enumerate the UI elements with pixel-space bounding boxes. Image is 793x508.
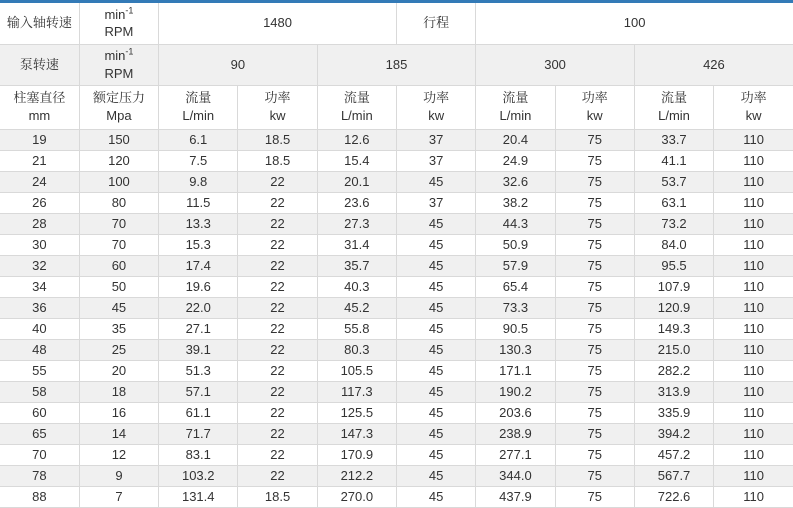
table-cell: 75 [555, 129, 634, 150]
table-cell: 17.4 [159, 255, 238, 276]
table-cell: 75 [555, 255, 634, 276]
flow-label: 流量 [185, 90, 212, 106]
table-cell: 45 [396, 213, 475, 234]
table-cell: 71.7 [159, 423, 238, 444]
pump-speed-value-426: 426 [634, 44, 793, 85]
table-cell: 22 [238, 255, 317, 276]
table-cell: 75 [555, 486, 634, 507]
table-cell: 170.9 [317, 444, 396, 465]
table-cell: 457.2 [634, 444, 713, 465]
table-cell: 45 [396, 465, 475, 486]
column-header-power-185 [396, 85, 475, 129]
pressure-label: 额定压力 [92, 90, 145, 106]
table-cell: 55 [0, 360, 79, 381]
table-cell: 90.5 [476, 318, 555, 339]
table-cell: 20 [79, 360, 158, 381]
table-cell: 22 [238, 213, 317, 234]
table-cell: 75 [555, 171, 634, 192]
flow-label: 流量 [502, 90, 529, 106]
header-row-pump-speed [0, 44, 793, 85]
table-cell: 13.3 [159, 213, 238, 234]
table-cell: 45 [396, 234, 475, 255]
table-cell: 75 [555, 465, 634, 486]
table-cell: 45 [396, 381, 475, 402]
table-cell: 11.5 [159, 192, 238, 213]
table-cell: 48 [0, 339, 79, 360]
flow-label: 流量 [343, 90, 370, 106]
unit-rpm: RPM [104, 24, 134, 40]
table-cell: 110 [714, 444, 793, 465]
table-cell: 110 [714, 234, 793, 255]
table-cell: 32.6 [476, 171, 555, 192]
table-cell: 22 [238, 234, 317, 255]
diameter-unit: mm [28, 108, 51, 123]
table-cell: 110 [714, 318, 793, 339]
table-cell: 110 [714, 297, 793, 318]
table-row [0, 213, 793, 234]
table-cell: 44.3 [476, 213, 555, 234]
table-cell: 22 [238, 381, 317, 402]
pump-speed-unit-cell [79, 44, 158, 85]
table-cell: 22 [238, 276, 317, 297]
table-cell: 22 [238, 423, 317, 444]
table-cell: 18 [79, 381, 158, 402]
table-row [0, 255, 793, 276]
power-label: 功率 [423, 90, 450, 106]
table-cell: 25 [79, 339, 158, 360]
table-cell: 130.3 [476, 339, 555, 360]
table-cell: 23.6 [317, 192, 396, 213]
table-cell: 45 [396, 402, 475, 423]
table-cell: 35.7 [317, 255, 396, 276]
table-cell: 40.3 [317, 276, 396, 297]
column-header-flow-90 [159, 85, 238, 129]
table-cell: 84.0 [634, 234, 713, 255]
table-cell: 45 [396, 360, 475, 381]
table-cell: 20.1 [317, 171, 396, 192]
table-cell: 65 [0, 423, 79, 444]
table-cell: 20.4 [476, 129, 555, 150]
power-label: 功率 [581, 90, 608, 106]
table-cell: 83.1 [159, 444, 238, 465]
table-cell: 75 [555, 402, 634, 423]
table-cell: 33.7 [634, 129, 713, 150]
table-cell: 60 [0, 402, 79, 423]
pump-spec-table [0, 3, 793, 508]
table-cell: 26 [0, 192, 79, 213]
table-row [0, 318, 793, 339]
table-cell: 31.4 [317, 234, 396, 255]
table-cell: 37 [396, 129, 475, 150]
table-cell: 75 [555, 423, 634, 444]
table-cell: 277.1 [476, 444, 555, 465]
table-row [0, 339, 793, 360]
table-cell: 19 [0, 129, 79, 150]
table-cell: 16 [79, 402, 158, 423]
table-cell: 75 [555, 444, 634, 465]
table-cell: 75 [555, 150, 634, 171]
table-cell: 335.9 [634, 402, 713, 423]
stroke-value: 100 [476, 3, 793, 44]
table-cell: 75 [555, 213, 634, 234]
table-cell: 61.1 [159, 402, 238, 423]
table-cell: 125.5 [317, 402, 396, 423]
table-cell: 28 [0, 213, 79, 234]
table-cell: 15.4 [317, 150, 396, 171]
table-row [0, 297, 793, 318]
unit-min: min [104, 6, 126, 22]
table-cell: 110 [714, 213, 793, 234]
table-row [0, 486, 793, 507]
table-cell: 270.0 [317, 486, 396, 507]
table-cell: 45 [396, 486, 475, 507]
table-header [0, 3, 793, 129]
table-row [0, 402, 793, 423]
table-cell: 50 [79, 276, 158, 297]
table-cell: 22 [238, 297, 317, 318]
power-unit: kw [586, 108, 603, 123]
table-row [0, 465, 793, 486]
table-cell: 215.0 [634, 339, 713, 360]
table-cell: 171.1 [476, 360, 555, 381]
table-cell: 110 [714, 276, 793, 297]
table-cell: 45.2 [317, 297, 396, 318]
table-cell: 75 [555, 276, 634, 297]
diameter-label: 柱塞直径 [13, 90, 66, 106]
table-cell: 45 [396, 339, 475, 360]
table-cell: 22 [238, 465, 317, 486]
pump-speed-value-300: 300 [476, 44, 635, 85]
table-cell: 22 [238, 339, 317, 360]
table-cell: 58 [0, 381, 79, 402]
table-cell: 39.1 [159, 339, 238, 360]
power-unit: kw [745, 108, 762, 123]
flow-unit: L/min [499, 108, 532, 123]
table-cell: 203.6 [476, 402, 555, 423]
table-row [0, 381, 793, 402]
table-cell: 131.4 [159, 486, 238, 507]
table-cell: 22 [238, 171, 317, 192]
table-cell: 110 [714, 381, 793, 402]
table-cell: 7 [79, 486, 158, 507]
table-cell: 103.2 [159, 465, 238, 486]
table-cell: 18.5 [238, 129, 317, 150]
table-row [0, 192, 793, 213]
table-cell: 147.3 [317, 423, 396, 444]
table-cell: 100 [79, 171, 158, 192]
unit-exponent: -1 [125, 46, 134, 57]
table-cell: 57.1 [159, 381, 238, 402]
flow-unit: L/min [340, 108, 373, 123]
table-cell: 7.5 [159, 150, 238, 171]
stroke-label: 行程 [396, 3, 475, 44]
table-cell: 190.2 [476, 381, 555, 402]
table-cell: 22 [238, 402, 317, 423]
table-cell: 75 [555, 192, 634, 213]
pump-speed-value-185: 185 [317, 44, 476, 85]
table-cell: 45 [79, 297, 158, 318]
table-cell: 722.6 [634, 486, 713, 507]
column-header-power-90 [238, 85, 317, 129]
table-cell: 37 [396, 150, 475, 171]
table-cell: 282.2 [634, 360, 713, 381]
header-row-input-speed [0, 3, 793, 44]
table-cell: 70 [79, 213, 158, 234]
table-cell: 19.6 [159, 276, 238, 297]
table-cell: 14 [79, 423, 158, 444]
table-cell: 18.5 [238, 150, 317, 171]
table-cell: 40 [0, 318, 79, 339]
table-cell: 12 [79, 444, 158, 465]
table-cell: 110 [714, 339, 793, 360]
table-cell: 34 [0, 276, 79, 297]
table-cell: 75 [555, 339, 634, 360]
table-cell: 45 [396, 297, 475, 318]
table-cell: 150 [79, 129, 158, 150]
table-cell: 75 [555, 234, 634, 255]
table-row [0, 444, 793, 465]
column-header-flow-426 [634, 85, 713, 129]
column-header-power-300 [555, 85, 634, 129]
table-cell: 70 [0, 444, 79, 465]
power-unit: kw [269, 108, 286, 123]
table-cell: 394.2 [634, 423, 713, 444]
table-cell: 32 [0, 255, 79, 276]
table-cell: 105.5 [317, 360, 396, 381]
table-cell: 344.0 [476, 465, 555, 486]
table-cell: 107.9 [634, 276, 713, 297]
table-cell: 110 [714, 255, 793, 276]
header-row-columns [0, 85, 793, 129]
table-cell: 110 [714, 360, 793, 381]
table-cell: 45 [396, 255, 475, 276]
flow-label: 流量 [661, 90, 688, 106]
table-cell: 78 [0, 465, 79, 486]
table-cell: 80.3 [317, 339, 396, 360]
table-cell: 22.0 [159, 297, 238, 318]
table-cell: 120.9 [634, 297, 713, 318]
table-cell: 75 [555, 381, 634, 402]
table-cell: 45 [396, 171, 475, 192]
table-cell: 45 [396, 444, 475, 465]
table-cell: 24 [0, 171, 79, 192]
table-row [0, 423, 793, 444]
power-label: 功率 [740, 90, 767, 106]
table-cell: 22 [238, 444, 317, 465]
table-cell: 51.3 [159, 360, 238, 381]
table-cell: 110 [714, 402, 793, 423]
table-cell: 53.7 [634, 171, 713, 192]
table-cell: 12.6 [317, 129, 396, 150]
table-cell: 18.5 [238, 486, 317, 507]
table-cell: 110 [714, 129, 793, 150]
column-header-power-426 [714, 85, 793, 129]
table-row [0, 150, 793, 171]
table-row [0, 171, 793, 192]
table-cell: 50.9 [476, 234, 555, 255]
table-cell: 73.3 [476, 297, 555, 318]
table-cell: 27.1 [159, 318, 238, 339]
column-header-flow-185 [317, 85, 396, 129]
table-cell: 110 [714, 192, 793, 213]
input-speed-unit-cell [79, 3, 158, 44]
flow-unit: L/min [658, 108, 690, 123]
table-cell: 36 [0, 297, 79, 318]
table-cell: 212.2 [317, 465, 396, 486]
table-cell: 37 [396, 192, 475, 213]
table-cell: 21 [0, 150, 79, 171]
table-cell: 45 [396, 423, 475, 444]
table-cell: 15.3 [159, 234, 238, 255]
table-cell: 75 [555, 360, 634, 381]
power-unit: kw [428, 108, 445, 123]
table-cell: 22 [238, 360, 317, 381]
unit-exponent: -1 [125, 5, 134, 16]
table-cell: 88 [0, 486, 79, 507]
table-cell: 45 [396, 318, 475, 339]
column-header-pressure [79, 85, 158, 129]
table-cell: 60 [79, 255, 158, 276]
column-header-flow-300 [476, 85, 555, 129]
table-cell: 313.9 [634, 381, 713, 402]
table-cell: 238.9 [476, 423, 555, 444]
flow-unit: L/min [182, 108, 215, 123]
table-cell: 75 [555, 297, 634, 318]
table-cell: 110 [714, 486, 793, 507]
table-cell: 22 [238, 192, 317, 213]
pump-speed-value-90: 90 [159, 44, 318, 85]
table-cell: 567.7 [634, 465, 713, 486]
table-cell: 110 [714, 171, 793, 192]
table-cell: 41.1 [634, 150, 713, 171]
table-cell: 38.2 [476, 192, 555, 213]
unit-min: min [104, 47, 126, 63]
table-cell: 9.8 [159, 171, 238, 192]
table-row [0, 234, 793, 255]
table-cell: 110 [714, 465, 793, 486]
table-cell: 120 [79, 150, 158, 171]
table-cell: 110 [714, 423, 793, 444]
table-cell: 6.1 [159, 129, 238, 150]
input-shaft-speed-label: 输入轴转速 [0, 3, 79, 44]
table-cell: 75 [555, 318, 634, 339]
table-cell: 55.8 [317, 318, 396, 339]
table-cell: 45 [396, 276, 475, 297]
table-row [0, 276, 793, 297]
table-cell: 149.3 [634, 318, 713, 339]
table-cell: 35 [79, 318, 158, 339]
power-label: 功率 [264, 90, 291, 106]
table-cell: 57.9 [476, 255, 555, 276]
table-cell: 95.5 [634, 255, 713, 276]
table-cell: 24.9 [476, 150, 555, 171]
table-row [0, 129, 793, 150]
table-cell: 437.9 [476, 486, 555, 507]
table-cell: 22 [238, 318, 317, 339]
table-cell: 65.4 [476, 276, 555, 297]
table-cell: 30 [0, 234, 79, 255]
column-header-diameter [0, 85, 79, 129]
table-row [0, 360, 793, 381]
table-body [0, 129, 793, 507]
table-cell: 27.3 [317, 213, 396, 234]
table-cell: 73.2 [634, 213, 713, 234]
input-shaft-speed-value: 1480 [159, 3, 397, 44]
unit-rpm: RPM [104, 65, 134, 81]
table-cell: 9 [79, 465, 158, 486]
table-cell: 80 [79, 192, 158, 213]
pump-speed-label: 泵转速 [0, 44, 79, 85]
table-cell: 70 [79, 234, 158, 255]
pressure-unit: Mpa [106, 108, 132, 123]
table-cell: 63.1 [634, 192, 713, 213]
table-cell: 110 [714, 150, 793, 171]
table-cell: 117.3 [317, 381, 396, 402]
